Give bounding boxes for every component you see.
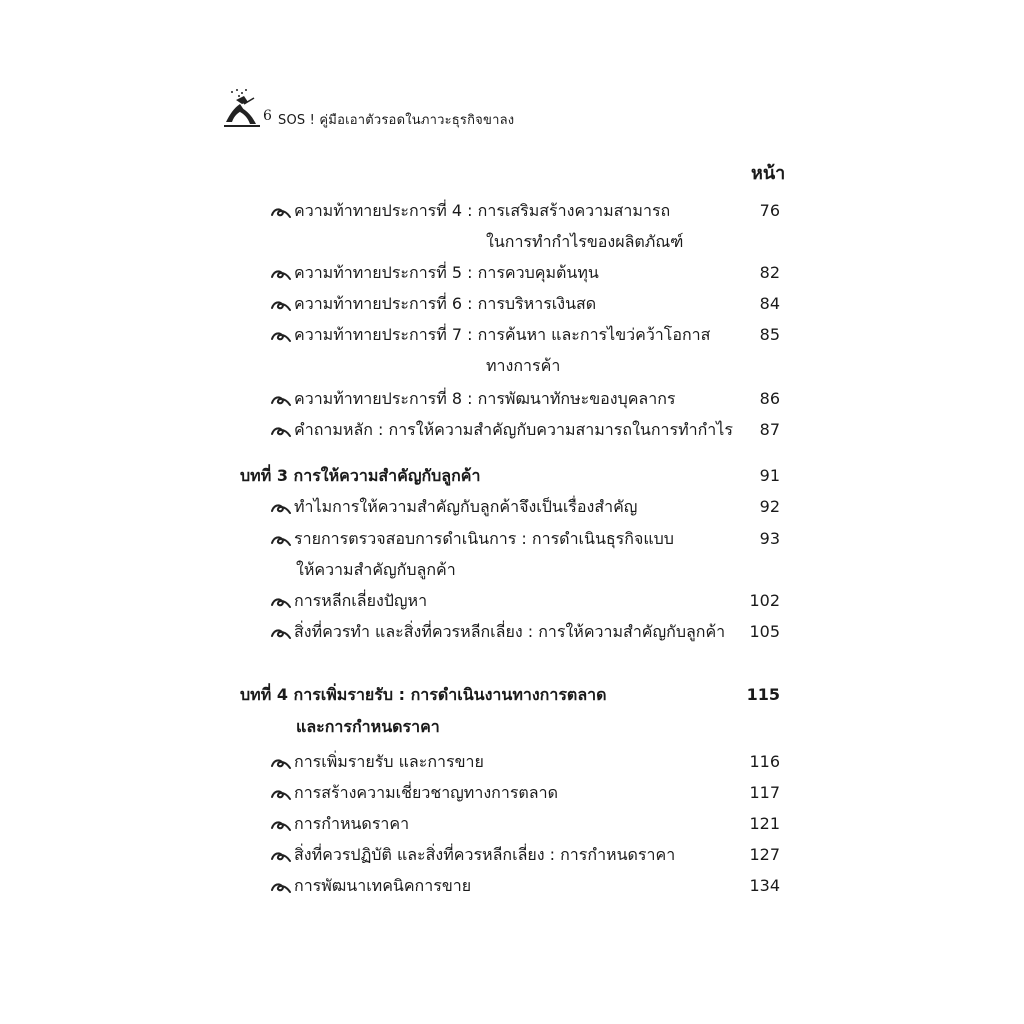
toc-entry-text: การหลีกเลี่ยงปัญหา	[294, 591, 428, 610]
swirl-bullet-icon	[270, 880, 292, 894]
toc-entry-text: ความท้าทายประการที่ 8 : การพัฒนาทักษะของบุคลากร	[294, 389, 676, 408]
toc-entry-text: สิ่งที่ควรทำ และสิ่งที่ควรหลีกเลี่ยง : การให้ความสำคัญกับลูกค้า	[294, 622, 726, 641]
swirl-bullet-icon	[270, 818, 292, 832]
toc-page-number: 117	[749, 783, 780, 802]
toc-page-number: 86	[759, 389, 780, 408]
swirl-bullet-icon	[270, 267, 292, 281]
toc-page-number: 87	[759, 420, 780, 439]
toc-entry-text: ทางการค้า	[486, 356, 561, 375]
toc-page-number: 105	[749, 622, 780, 641]
toc-entry	[270, 528, 674, 550]
toc-entry-text: ทำไมการให้ความสำคัญกับลูกค้าจึงเป็นเรื่องสำคัญ	[294, 497, 638, 516]
toc-entry-text: การสร้างความเชี่ยวชาญทางการตลาด	[294, 783, 558, 802]
toc-entry-text: รายการตรวจสอบการดำเนินการ : การดำเนินธุรกิจแบบ	[294, 529, 674, 548]
chapter-4-page: 115	[746, 685, 780, 704]
toc-entry-text: การพัฒนาเทคนิคการขาย	[294, 876, 472, 895]
toc-entry-text: ให้ความสำคัญกับลูกค้า	[296, 560, 456, 579]
toc-entry	[270, 324, 710, 346]
toc-entry	[270, 875, 471, 897]
swirl-bullet-icon	[270, 298, 292, 312]
toc-entry	[270, 844, 675, 866]
toc-page-number: 82	[759, 263, 780, 282]
toc-entry-text: ความท้าทายประการที่ 5 : การควบคุมต้นทุน	[294, 263, 599, 282]
toc-entry	[270, 388, 676, 410]
chapter-3-title: บทที่ 3 การให้ความสำคัญกับลูกค้า	[240, 466, 481, 485]
toc-entry-text: สิ่งที่ควรปฏิบัติ และสิ่งที่ควรหลีกเลี่ยง : การกำหนดราคา	[294, 845, 676, 864]
toc-page-number: 102	[749, 591, 780, 610]
toc-entry-text: คำถามหลัก : การให้ความสำคัญกับความสามารถในการทำกำไร	[294, 420, 733, 439]
swirl-bullet-icon	[270, 849, 292, 863]
toc-page-number: 85	[759, 325, 780, 344]
toc-entry-text: ความท้าทายประการที่ 6 : การบริหารเงินสด	[294, 294, 597, 313]
header-book-title: SOS ! คู่มือเอาตัวรอดในภาวะธุรกิจขาลง	[278, 113, 515, 128]
toc-entry-continuation	[296, 559, 456, 581]
toc-entry	[270, 590, 427, 612]
swirl-bullet-icon	[270, 533, 292, 547]
swirl-bullet-icon	[270, 329, 292, 343]
toc-page-number: 93	[759, 529, 780, 548]
swirl-bullet-icon	[270, 393, 292, 407]
toc-page-number: 121	[749, 814, 780, 833]
swirl-bullet-icon	[270, 205, 292, 219]
toc-page-number: 84	[759, 294, 780, 313]
swirl-bullet-icon	[270, 756, 292, 770]
toc-entry	[270, 496, 637, 518]
chapter-3-page: 91	[759, 466, 780, 485]
toc-entry-text: การกำหนดราคา	[294, 814, 410, 833]
toc-entry	[270, 751, 484, 773]
toc-entry-continuation	[486, 231, 683, 253]
swirl-bullet-icon	[270, 626, 292, 640]
chapter-4-title: บทที่ 4 การเพิ่มรายรับ : การดำเนินงานทางการตลาด	[240, 685, 607, 704]
toc-entry-text: ในการทำกำไรของผลิตภัณฑ์	[486, 232, 684, 251]
toc-entry-text: ความท้าทายประการที่ 7 : การค้นหา และการไขว่คว้าโอกาส	[294, 325, 711, 344]
toc-entry-continuation	[486, 355, 560, 377]
swirl-bullet-icon	[270, 787, 292, 801]
toc-entry	[270, 813, 409, 835]
toc-entry-text: ความท้าทายประการที่ 4 : การเสริมสร้างความสามารถ	[294, 201, 671, 220]
toc-entry	[270, 419, 733, 441]
toc-page-number: 116	[749, 752, 780, 771]
toc-entry	[270, 293, 596, 315]
toc-entry	[270, 782, 558, 804]
toc-page-number: 127	[749, 845, 780, 864]
toc-page-number: 134	[749, 876, 780, 895]
toc-entry	[270, 200, 670, 222]
page-column-label: หน้า	[751, 163, 786, 184]
running-header	[222, 88, 622, 128]
swirl-bullet-icon	[270, 595, 292, 609]
toc-page-number: 92	[759, 497, 780, 516]
chapter-4-title-cont: และการกำหนดราคา	[296, 717, 440, 736]
wizard-logo-icon	[222, 88, 262, 128]
toc-entry	[270, 621, 725, 643]
swirl-bullet-icon	[270, 424, 292, 438]
toc-entry	[270, 262, 599, 284]
header-page-number: 6	[263, 108, 272, 124]
swirl-bullet-icon	[270, 501, 292, 515]
toc-page-number: 76	[759, 201, 780, 220]
toc-entry-text: การเพิ่มรายรับ และการขาย	[294, 752, 484, 771]
